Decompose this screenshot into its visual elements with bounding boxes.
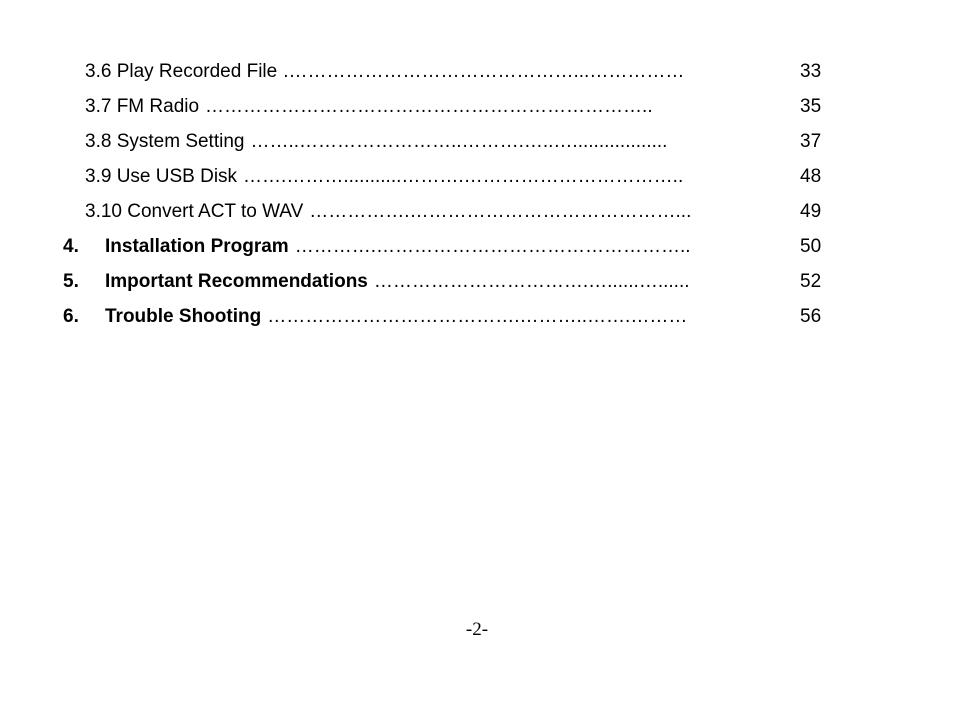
toc-dot-leader: …….………...........……….…………………………….. — [243, 166, 684, 187]
toc-entry-page: 48 — [800, 166, 822, 187]
toc-entry-number: 6. — [63, 306, 79, 327]
toc-entry-title: 3.10 Convert ACT to WAV — [85, 201, 304, 222]
toc-entry-page: 56 — [800, 306, 822, 327]
toc-entry-title: 3.7 FM Radio — [85, 96, 200, 117]
toc-entry-title: 3.9 Use USB Disk — [85, 166, 238, 187]
page-number: -2- — [465, 619, 489, 640]
toc-entry-number: 5. — [63, 271, 79, 292]
toc-entry-page: 37 — [800, 131, 822, 152]
toc-entry-number: 4. — [63, 236, 79, 257]
toc-entry-title: Installation Program — [105, 236, 289, 257]
table-of-contents — [0, 60, 954, 340]
toc-entry-text — [85, 95, 775, 119]
toc-dot-leader: …………………………………………………………….. — [205, 96, 653, 117]
toc-entry-system-setting[interactable] — [0, 130, 954, 165]
toc-entry-text — [85, 200, 775, 224]
toc-entry-text — [63, 305, 775, 329]
toc-entry-installation-program[interactable] — [0, 235, 954, 270]
toc-entry-convert-act-to-wav[interactable] — [0, 200, 954, 235]
toc-entry-page: 50 — [800, 236, 822, 257]
toc-entry-title: Important Recommendations — [105, 271, 368, 292]
toc-entry-text — [85, 60, 775, 84]
toc-entry-text — [63, 235, 775, 259]
toc-entry-text — [63, 270, 775, 294]
toc-dot-leader: …………………………….…......…...... — [373, 271, 690, 292]
toc-entry-important-recommendations[interactable] — [0, 270, 954, 305]
toc-entry-text — [85, 130, 775, 154]
toc-entry-trouble-shooting[interactable] — [0, 305, 954, 340]
toc-dot-leader: ……..……………………..……….…..….................. — [250, 131, 668, 152]
toc-entry-page: 52 — [800, 271, 822, 292]
toc-entry-page: 35 — [800, 96, 822, 117]
toc-entry-play-recorded-file[interactable] — [0, 60, 954, 95]
toc-dot-leader: …………….……………………………………... — [309, 201, 692, 222]
toc-entry-fm-radio[interactable] — [0, 95, 954, 130]
toc-entry-title: Trouble Shooting — [105, 306, 262, 327]
toc-dot-leader: ………….………………………………………….. — [294, 236, 691, 257]
toc-dot-leader: ………………………………….………..…….……… — [267, 306, 688, 327]
toc-entry-title: 3.8 System Setting — [85, 131, 245, 152]
toc-dot-leader: .………………………………………...…………… — [283, 61, 685, 82]
toc-entry-title: 3.6 Play Recorded File — [85, 61, 278, 82]
toc-entry-page: 33 — [800, 61, 822, 82]
toc-entry-page: 49 — [800, 201, 822, 222]
toc-entry-use-usb-disk[interactable] — [0, 165, 954, 200]
toc-entry-text — [85, 165, 775, 189]
